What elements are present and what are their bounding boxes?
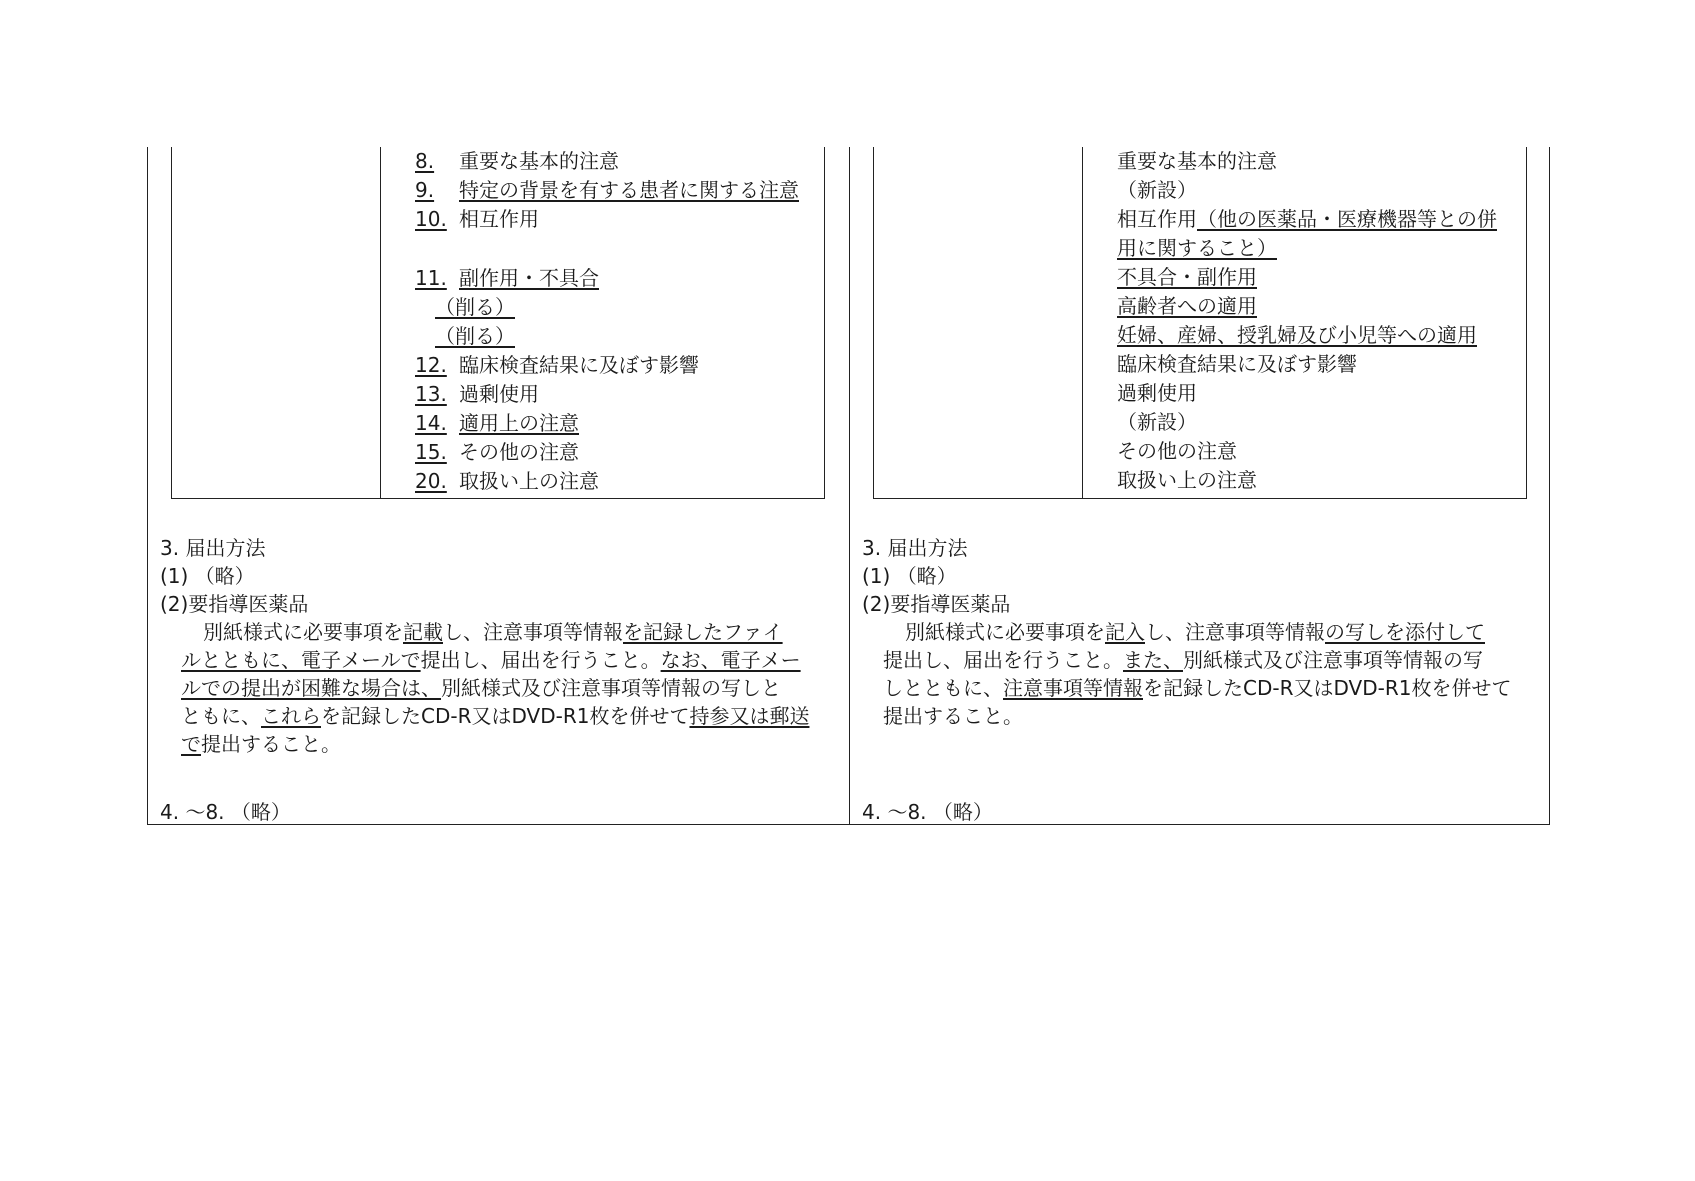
right-paragraph-text: 提出し、届出を行うこと。 [883, 648, 1123, 672]
right-section-heading: 3. 届出方法 [862, 536, 968, 560]
right-list-item-text: その他の注意 [1117, 439, 1237, 463]
right-paragraph-text: の写しを添付して [1325, 620, 1485, 644]
left-list-item-text: 相互作用 [459, 207, 539, 231]
left-list-item [415, 147, 619, 175]
left-paragraph-text: なお、電子メー [660, 648, 801, 672]
right-paragraph-line [883, 646, 1483, 674]
left-list-item-text: 副作用・不具合 [459, 266, 599, 290]
left-list-item-text: 適用上の注意 [459, 411, 579, 435]
left-list-item [415, 293, 515, 321]
right-list-item [1117, 408, 1197, 436]
left-list-item-text: （削る） [435, 324, 515, 348]
right-list-item [1117, 379, 1197, 407]
left-list-item-number: 20. [415, 469, 447, 493]
left-list-item-text: 過剰使用 [459, 382, 539, 406]
right-list-item-text: （新設） [1117, 178, 1197, 202]
left-paragraph-line [181, 730, 341, 758]
right-list-item-text: （他の医薬品・医療機器等との併 [1197, 207, 1497, 231]
right-paragraph-text: し、注意事項等情報 [1145, 620, 1325, 644]
left-list-item-text: その他の注意 [459, 440, 579, 464]
right-list-item [1117, 176, 1197, 204]
right-paragraph-text: 注意事項等情報 [1003, 676, 1143, 700]
left-paragraph-text: 記載 [403, 620, 443, 644]
right-list-item [1117, 321, 1477, 349]
left-list-item [415, 409, 579, 437]
left-list-item [415, 205, 539, 233]
left-list-item-number: 10. [415, 207, 447, 231]
right-inner-column-divider [1082, 147, 1083, 498]
left-list-item [415, 438, 579, 466]
left-list-item [415, 467, 599, 495]
right-list-item-text: 過剰使用 [1117, 381, 1197, 405]
left-list-item-number: 9. [415, 178, 435, 202]
right-paragraph-line [883, 674, 1511, 702]
comparison-table [147, 147, 1550, 825]
right-list-item [1117, 350, 1357, 378]
left-paragraph-text: ルでの提出が困難な場合は、 [181, 676, 441, 700]
left-paragraph-text: 提出すること。 [201, 732, 341, 756]
right-list-item [1117, 263, 1257, 291]
left-list-item [415, 176, 799, 204]
left-list-item-text: 重要な基本的注意 [459, 149, 619, 173]
right-list-item-text: 妊婦、産婦、授乳婦及び小児等への適用 [1117, 323, 1477, 347]
right-paragraph-text: 別紙様式及び注意事項等情報の写 [1183, 648, 1483, 672]
left-paragraph-line [181, 674, 781, 702]
right-list-item-text: 取扱い上の注意 [1117, 468, 1257, 492]
right-paragraph-text: 記入 [1105, 620, 1145, 644]
left-paragraph-text: 別紙様式に必要事項を [203, 620, 403, 644]
left-paragraph-text: 提出し、届出を行うこと。 [420, 648, 661, 672]
left-paragraph-text: ともに、 [181, 704, 261, 728]
right-list-item-text: 不具合・副作用 [1117, 265, 1257, 289]
left-list-item-number: 11. [415, 266, 447, 290]
left-list-item-text: 取扱い上の注意 [459, 469, 599, 493]
left-list-item [415, 322, 515, 350]
left-section-heading: 3. 届出方法 [160, 536, 266, 560]
left-paragraph-text: 別紙様式及び注意事項等情報の写しと [441, 676, 781, 700]
left-list-item-text: 特定の背景を有する患者に関する注意 [459, 178, 799, 202]
left-list-item-number: 14. [415, 411, 447, 435]
right-subitem-1: (1) （略） [862, 564, 957, 588]
right-paragraph-line [883, 702, 1023, 730]
right-paragraph-text: 提出すること。 [883, 704, 1023, 728]
right-subitem-2: (2)要指導医薬品 [862, 592, 1011, 616]
left-footer: 4. ～8. （略） [160, 800, 291, 824]
left-paragraph-line [181, 646, 801, 674]
right-list-item [1117, 292, 1257, 320]
right-list-item-text: 重要な基本的注意 [1117, 149, 1277, 173]
left-inner-table [171, 147, 825, 499]
left-list-item [415, 264, 599, 292]
left-paragraph-line [203, 618, 783, 646]
left-list-item [415, 380, 539, 408]
left-list-item-number: 8. [415, 149, 435, 173]
left-paragraph-text: を記録したCD-R又はDVD-R1枚を併せて [321, 704, 690, 728]
right-list-item-text: （新設） [1117, 410, 1197, 434]
left-list-item-text: 臨床検査結果に及ぼす影響 [459, 353, 699, 377]
right-list-item [1117, 466, 1257, 494]
right-paragraph-line [905, 618, 1485, 646]
right-footer: 4. ～8. （略） [862, 800, 993, 824]
left-list-item-number: 13. [415, 382, 447, 406]
right-list-item-text: 用に関すること） [1117, 236, 1277, 260]
left-list-item-number: 12. [415, 353, 447, 377]
left-paragraph-text: これら [261, 704, 321, 728]
column-divider [849, 147, 850, 824]
right-inner-table [873, 147, 1527, 499]
right-paragraph-text: しとともに、 [883, 676, 1003, 700]
right-list-item [1117, 437, 1237, 465]
right-paragraph-text: 別紙様式に必要事項を [905, 620, 1105, 644]
right-list-item-text: 臨床検査結果に及ぼす影響 [1117, 352, 1357, 376]
left-list-item-text: （削る） [435, 295, 515, 319]
left-subitem-1: (1) （略） [160, 564, 255, 588]
right-list-item [1117, 234, 1277, 262]
right-list-item-text: 相互作用 [1117, 207, 1197, 231]
left-paragraph-text: を記録したファイ [623, 620, 783, 644]
left-subitem-2: (2)要指導医薬品 [160, 592, 309, 616]
left-paragraph-text: で [181, 732, 201, 756]
right-paragraph-text: を記録したCD-R又はDVD-R1枚を併せて [1143, 676, 1512, 700]
right-paragraph-text: また、 [1123, 648, 1183, 672]
left-inner-column-divider [380, 147, 381, 498]
left-paragraph-text: し、注意事項等情報 [443, 620, 623, 644]
left-list-item-number: 15. [415, 440, 447, 464]
right-list-item [1117, 205, 1497, 233]
right-list-item [1117, 147, 1277, 175]
right-list-item-text: 高齢者への適用 [1117, 294, 1257, 318]
left-list-item [415, 351, 699, 379]
left-paragraph-text: 持参又は郵送 [689, 704, 810, 728]
left-paragraph-line [181, 702, 809, 730]
left-paragraph-text: ルとともに、電子メールで [181, 648, 421, 672]
